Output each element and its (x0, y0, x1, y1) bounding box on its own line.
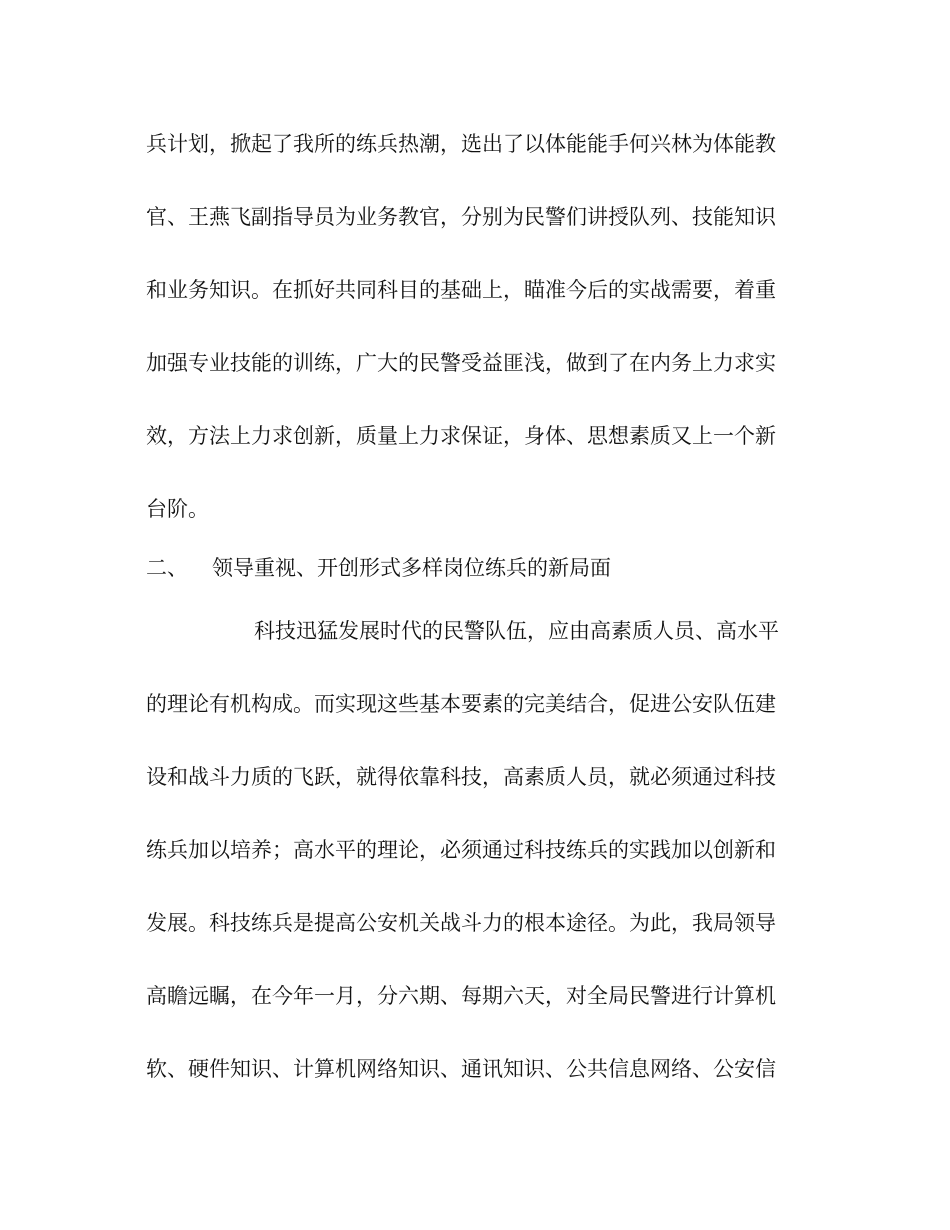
text-line: 加强专业技能的训练，广大的民警受益匪浅，做到了在内务上力求实 (146, 351, 776, 375)
text-line: 设和战斗力质的飞跃，就得依靠科技，高素质人员，就必须通过科技 (146, 765, 776, 789)
section-heading-text: 领导重视、开创形式多样岗位练兵的新局面 (212, 556, 611, 580)
text-line: 兵计划，掀起了我所的练兵热潮，选出了以体能能手何兴林为体能教 (146, 132, 776, 156)
section-heading (146, 554, 806, 582)
text-line: 的理论有机构成。而实现这些基本要素的完美结合，促进公安队伍建 (146, 692, 776, 716)
text-line: 和业务知识。在抓好共同科目的基础上，瞄准今后的实战需要，着重 (146, 278, 776, 302)
section-heading-number: 二、 (146, 556, 188, 580)
text-line: 效，方法上力求创新，质量上力求保证，身体、思想素质又上一个新 (146, 424, 776, 448)
text-line: 高瞻远瞩，在今年一月，分六期、每期六天，对全局民警进行计算机 (146, 984, 776, 1008)
text-line: 练兵加以培养；高水平的理论，必须通过科技练兵的实践加以创新和 (146, 838, 776, 862)
text-line: 官、王燕飞副指导员为业务教官，分别为民警们讲授队列、技能知识 (146, 205, 776, 229)
text-line: 软、硬件知识、计算机网络知识、通讯知识、公共信息网络、公安信 (146, 1057, 776, 1081)
text-line: 台阶。 (146, 497, 209, 521)
text-line: 发展。科技练兵是提高公安机关战斗力的根本途径。为此，我局领导 (146, 911, 776, 935)
paragraph-first-line: 科技迅猛发展时代的民警队伍，应由高素质人员、高水平 (254, 619, 779, 643)
